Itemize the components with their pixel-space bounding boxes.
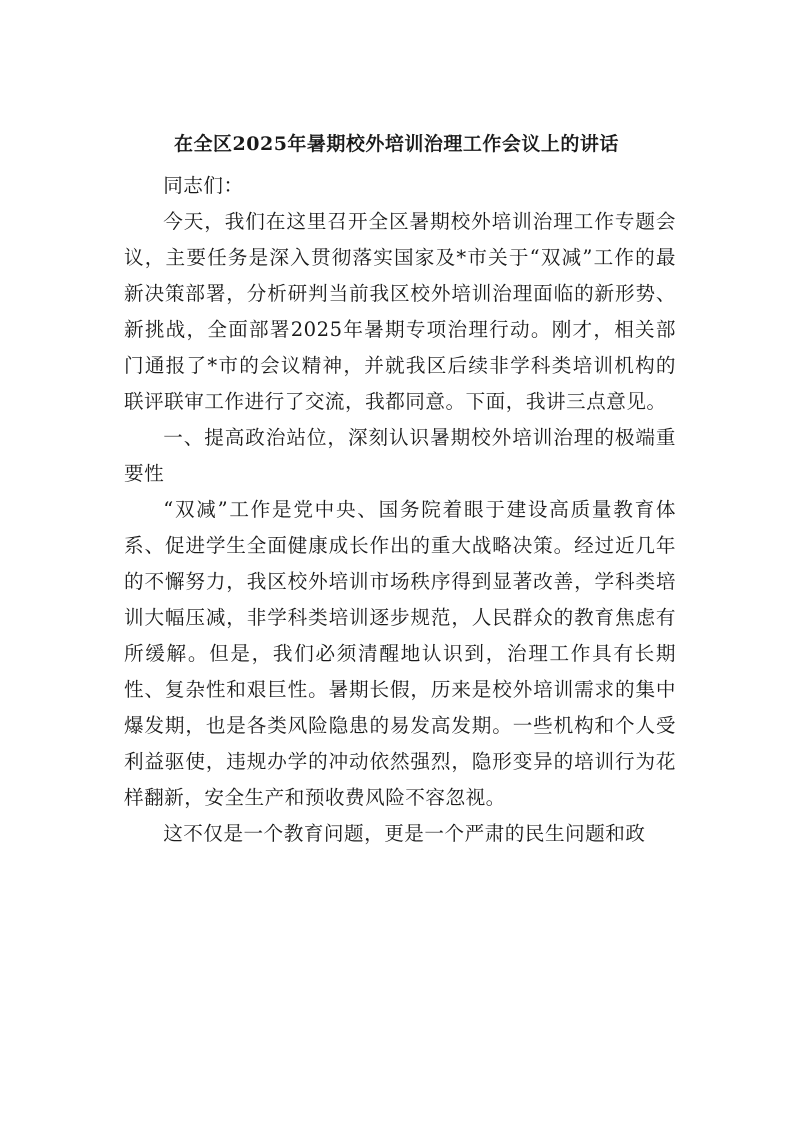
paragraph-continued: 这不仅是一个教育问题，更是一个严肃的民生问题和政 — [163, 822, 646, 845]
paragraph-opening: 今天，我们在这里召开全区暑期校外培训治理工作专题会议，主要任务是深入贯彻落实国家及*市关于“双减”工作的最新决策部署，分析研判当前我区校外培训治理面临的新形势、新挑战，全面部署2025年暑期专项治理行动。刚才，相关部门通报了*市的会议精神，并就我区后续非学科类培训机构的联评联审工作进行了交流，我都同意。下面，我讲三点意见。 — [124, 210, 676, 413]
document-body — [124, 168, 676, 852]
salutation: 同志们： — [163, 174, 244, 197]
section-heading-1: 一、提高政治站位，深刻认识暑期校外培训治理的极端重要性 — [124, 426, 676, 485]
document-title: 在全区2025年暑期校外培训治理工作会议上的讲话 — [174, 133, 619, 155]
paragraph-section-1: “双减”工作是党中央、国务院着眼于建设高质量教育体系、促进学生全面健康成长作出的重大战略决策。经过近几年的不懈努力，我区校外培训市场秩序得到显著改善，学科类培训大幅压减，非学科类培训逐步规范，人民群众的教育焦虑有所缓解。但是，我们必须清醒地认识到，治理工作具有长期性、复杂性和艰巨性。暑期长假，历来是校外培训需求的集中爆发期，也是各类风险隐患的易发高发期。一些机构和个人受利益驱使，违规办学的冲动依然强烈，隐形变异的培训行为花样翻新，安全生产和预收费风险不容忽视。 — [124, 498, 676, 809]
